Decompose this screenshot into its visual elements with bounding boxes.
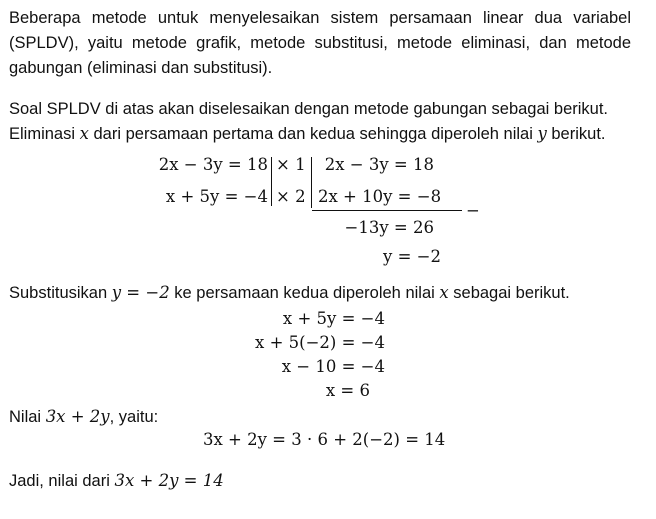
subst-intro-var-x: x (439, 283, 449, 302)
conclusion (9, 469, 224, 493)
elim-intro-var-y: y (537, 124, 547, 143)
intro-line-2: (SPLDV), yaitu metode grafik, metode substitusi, metode eliminasi, dan metode (9, 34, 631, 52)
multiplier-1: × 1 (276, 155, 306, 174)
value-intro (9, 405, 158, 429)
subst-step-4: x = 6 (325, 381, 370, 400)
difference-eq: −13y = 26 (344, 218, 434, 237)
intro-line-1: Beberapa metode untuk menyelesaikan sistem persamaan linear dua variabel (9, 9, 631, 27)
value-intro-math: 3x + 2y (45, 407, 110, 426)
elimination-intro (9, 122, 606, 146)
system-eq-1: 2x − 3y = 18 (158, 155, 268, 174)
value-intro-pre: Nilai (9, 408, 46, 426)
subst-intro-math: y = −2 (111, 283, 170, 302)
value-intro-post: , yaitu: (109, 408, 159, 426)
conclusion-pre: Jadi, nilai dari (9, 472, 115, 490)
elim-intro-pre: Eliminasi (9, 125, 80, 143)
conclusion-math: 3x + 2y = 14 (114, 471, 224, 490)
subst-intro-pre: Substitusikan (9, 284, 112, 302)
substitution-intro (9, 281, 570, 305)
method-line: Soal SPLDV di atas akan diselesaikan dengan metode gabungan sebagai berikut. (9, 100, 609, 118)
elim-intro-post: berikut. (546, 125, 606, 143)
y-result: y = −2 (383, 247, 441, 266)
subst-intro-mid: ke persamaan kedua diperoleh nilai (169, 284, 440, 302)
scaled-eq-1: 2x − 3y = 18 (324, 155, 434, 174)
subst-step-1: x + 5y = −4 (282, 309, 385, 328)
elim-intro-mid: dari persamaan pertama dan kedua sehingga diperoleh nilai (88, 125, 538, 143)
multiplier-2: × 2 (276, 187, 306, 206)
multiplier-divider (271, 157, 272, 206)
subst-step-2: x + 5(−2) = −4 (255, 333, 385, 352)
scaled-eq-2: 2x + 10y = −8 (318, 187, 442, 206)
subst-intro-post: sebagai berikut. (448, 284, 570, 302)
subtraction-line (312, 210, 462, 211)
subtraction-operator: − (466, 201, 480, 220)
evaluation-eq: 3x + 2y = 3 · 6 + 2(−2) = 14 (203, 430, 446, 449)
intro-line-3: gabungan (eliminasi dan substitusi). (9, 59, 273, 77)
system-eq-2: x + 5y = −4 (165, 187, 268, 206)
elim-intro-var-x: x (79, 124, 89, 143)
subst-step-3: x − 10 = −4 (281, 357, 385, 376)
result-divider (311, 157, 312, 208)
